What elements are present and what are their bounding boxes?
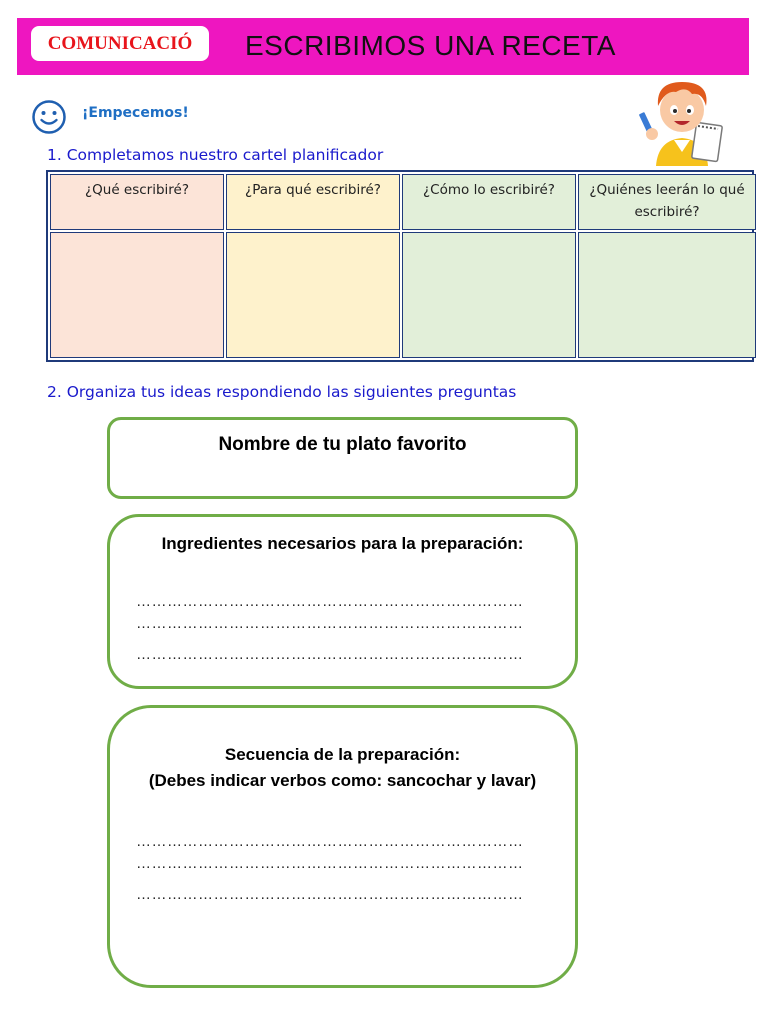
- favorite-dish-box[interactable]: [107, 417, 578, 499]
- section-2-title: 2. Organiza tus ideas respondiendo las siguientes preguntas: [47, 383, 517, 401]
- ingredients-line-3[interactable]: …………………………………………………………………: [136, 646, 524, 663]
- section-1-title: 1. Completamos nuestro cartel planificador: [47, 146, 384, 164]
- sequence-line-1[interactable]: …………………………………………………………………: [136, 833, 524, 850]
- planner-header-how: ¿Cómo lo escribiré?: [402, 174, 576, 230]
- preparation-sequence-title: [130, 742, 555, 794]
- sequence-line-3[interactable]: …………………………………………………………………: [136, 886, 524, 903]
- header-bar: [17, 18, 749, 75]
- ingredients-line-2[interactable]: …………………………………………………………………: [136, 615, 524, 632]
- planner-answer-what[interactable]: [50, 232, 224, 358]
- smiley-icon: [31, 99, 67, 135]
- preparation-sequence-title-line-2: (Debes indicar verbos como: sancochar y lavar): [148, 771, 537, 790]
- planner-header-what: ¿Qué escribiré?: [50, 174, 224, 230]
- planner-header-who: ¿Quiénes leerán lo qué escribiré?: [578, 174, 756, 230]
- preparation-sequence-box[interactable]: [107, 705, 578, 988]
- planner-table: [46, 170, 754, 362]
- ingredients-box[interactable]: [107, 514, 578, 689]
- subject-badge: COMUNICACIÓ: [31, 26, 209, 61]
- ingredients-title: Ingredientes necesarios para la preparación:: [161, 534, 524, 553]
- ingredients-line-1[interactable]: …………………………………………………………………: [136, 593, 524, 610]
- page-title: ESCRIBIMOS UNA RECETA: [245, 30, 616, 61]
- planner-header-why: ¿Para qué escribiré?: [226, 174, 400, 230]
- sequence-line-2[interactable]: …………………………………………………………………: [136, 855, 524, 872]
- planner-answer-why[interactable]: [226, 232, 400, 358]
- child-illustration-icon: [636, 76, 728, 166]
- favorite-dish-title: Nombre de tu plato favorito: [218, 434, 467, 455]
- planner-answer-how[interactable]: [402, 232, 576, 358]
- greeting-text: ¡Empecemos!: [82, 105, 189, 121]
- preparation-sequence-title-line-1: Secuencia de la preparación:: [224, 745, 461, 764]
- planner-answer-who[interactable]: [578, 232, 756, 358]
